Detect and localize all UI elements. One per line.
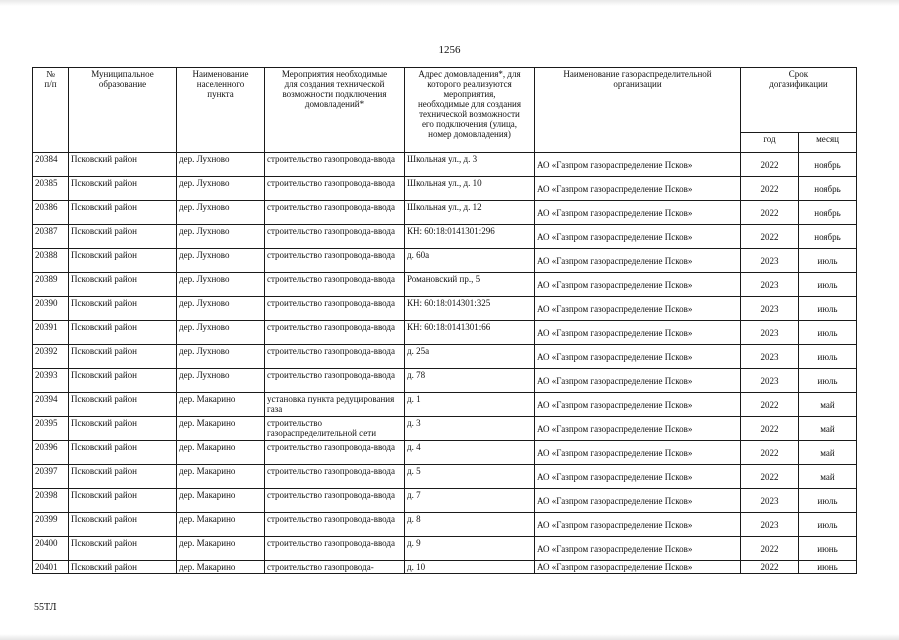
cell-measures: строительство газопровода-ввода — [265, 201, 405, 225]
cell-measures: строительство газопровода-ввода — [265, 465, 405, 489]
cell-organization: АО «Газпром газораспределение Псков» — [535, 201, 741, 225]
cell-year: 2022 — [741, 225, 799, 249]
table-body — [33, 153, 857, 574]
cell-municipality: Псковский район — [69, 345, 177, 369]
table-row — [33, 249, 857, 273]
cell-settlement: дер. Лухново — [177, 225, 265, 249]
cell-month: июль — [799, 297, 857, 321]
cell-organization: АО «Газпром газораспределение Псков» — [535, 561, 741, 574]
cell-month: июнь — [799, 537, 857, 561]
header-year: год — [741, 133, 799, 153]
cell-address: Школьная ул., д. 3 — [405, 153, 535, 177]
table-row — [33, 321, 857, 345]
cell-measures: строительство газопровода-ввода — [265, 297, 405, 321]
cell-month: июль — [799, 369, 857, 393]
cell-organization: АО «Газпром газораспределение Псков» — [535, 345, 741, 369]
cell-year: 2022 — [741, 393, 799, 417]
header-municipality — [69, 68, 177, 153]
header-measures-label: Мероприятия необходимые для создания технической возможности подключения домовладений* — [281, 69, 388, 109]
cell-address: д. 3 — [405, 417, 535, 441]
cell-num: 20394 — [33, 393, 69, 417]
cell-settlement: дер. Лухново — [177, 177, 265, 201]
cell-num: 20388 — [33, 249, 69, 273]
table-row — [33, 345, 857, 369]
cell-measures: строительство газопровода-ввода — [265, 273, 405, 297]
cell-address: КН: 60:18:014301:325 — [405, 297, 535, 321]
table-row — [33, 153, 857, 177]
table-row — [33, 489, 857, 513]
cell-measures: строительство газопровода-ввода — [265, 537, 405, 561]
cell-year: 2023 — [741, 297, 799, 321]
header-month: месяц — [799, 133, 857, 153]
table-row — [33, 441, 857, 465]
cell-municipality: Псковский район — [69, 561, 177, 574]
cell-organization: АО «Газпром газораспределение Псков» — [535, 489, 741, 513]
cell-year: 2023 — [741, 249, 799, 273]
cell-municipality: Псковский район — [69, 537, 177, 561]
scan-edge-top — [0, 0, 899, 6]
cell-num: 20396 — [33, 441, 69, 465]
cell-month: май — [799, 417, 857, 441]
cell-address: Школьная ул., д. 12 — [405, 201, 535, 225]
cell-month: май — [799, 441, 857, 465]
cell-municipality: Псковский район — [69, 153, 177, 177]
table-header — [33, 68, 857, 153]
header-settlement — [177, 68, 265, 153]
table-row — [33, 417, 857, 441]
cell-measures: строительство газораспределительной сети — [265, 417, 405, 441]
header-term — [741, 68, 857, 133]
cell-municipality: Псковский район — [69, 513, 177, 537]
cell-year: 2022 — [741, 537, 799, 561]
cell-month: июль — [799, 321, 857, 345]
cell-settlement: дер. Лухново — [177, 321, 265, 345]
table-row — [33, 537, 857, 561]
cell-settlement: дер. Лухново — [177, 369, 265, 393]
cell-municipality: Псковский район — [69, 441, 177, 465]
cell-organization: АО «Газпром газораспределение Псков» — [535, 393, 741, 417]
cell-month: май — [799, 393, 857, 417]
cell-year: 2023 — [741, 321, 799, 345]
cell-organization: АО «Газпром газораспределение Псков» — [535, 537, 741, 561]
header-organization-label: Наименование газораспределительной организации — [563, 69, 712, 89]
cell-month: июль — [799, 345, 857, 369]
cell-settlement: дер. Лухново — [177, 249, 265, 273]
cell-measures: строительство газопровода-ввода — [265, 225, 405, 249]
cell-settlement: дер. Макарино — [177, 417, 265, 441]
cell-num: 20385 — [33, 177, 69, 201]
footer-code: 55ТЛ — [34, 602, 57, 613]
table-row — [33, 225, 857, 249]
cell-num: 20399 — [33, 513, 69, 537]
cell-address: д. 4 — [405, 441, 535, 465]
table-row — [33, 177, 857, 201]
gasification-table — [32, 67, 857, 574]
cell-measures: строительство газопровода-ввода — [265, 345, 405, 369]
cell-municipality: Псковский район — [69, 177, 177, 201]
cell-measures: строительство газопровода-ввода — [265, 489, 405, 513]
cell-organization: АО «Газпром газораспределение Псков» — [535, 369, 741, 393]
cell-num: 20389 — [33, 273, 69, 297]
header-address-label: Адрес домовладения*, для которого реализуются мероприятия, необходимые для создания технической возможности его подключения (улица, номер домовладения) — [417, 69, 522, 139]
cell-address: д. 5 — [405, 465, 535, 489]
cell-num: 20390 — [33, 297, 69, 321]
cell-municipality: Псковский район — [69, 225, 177, 249]
cell-month: июль — [799, 249, 857, 273]
cell-address: КН: 60:18:0141301:66 — [405, 321, 535, 345]
gasification-table-container — [32, 67, 857, 574]
cell-address: д. 8 — [405, 513, 535, 537]
cell-measures: строительство газопровода-ввода — [265, 513, 405, 537]
cell-month: ноябрь — [799, 201, 857, 225]
cell-year: 2022 — [741, 441, 799, 465]
cell-address: д. 7 — [405, 489, 535, 513]
cell-settlement: дер. Макарино — [177, 465, 265, 489]
cell-measures: строительство газопровода-ввода — [265, 321, 405, 345]
cell-organization: АО «Газпром газораспределение Псков» — [535, 249, 741, 273]
table-row — [33, 513, 857, 537]
cell-measures: строительство газопровода- — [265, 561, 405, 574]
cell-organization: АО «Газпром газораспределение Псков» — [535, 153, 741, 177]
cell-year: 2023 — [741, 345, 799, 369]
cell-year: 2022 — [741, 153, 799, 177]
cell-year: 2022 — [741, 201, 799, 225]
cell-settlement: дер. Макарино — [177, 513, 265, 537]
cell-num: 20392 — [33, 345, 69, 369]
header-term-label: Срок догазификации — [769, 69, 828, 89]
cell-municipality: Псковский район — [69, 249, 177, 273]
header-measures — [265, 68, 405, 153]
cell-address: Романовский пр., 5 — [405, 273, 535, 297]
header-address — [405, 68, 535, 153]
cell-month: ноябрь — [799, 225, 857, 249]
cell-organization: АО «Газпром газораспределение Псков» — [535, 417, 741, 441]
cell-year: 2023 — [741, 489, 799, 513]
cell-address: д. 1 — [405, 393, 535, 417]
cell-settlement: дер. Макарино — [177, 393, 265, 417]
cell-settlement: дер. Лухново — [177, 201, 265, 225]
cell-municipality: Псковский район — [69, 465, 177, 489]
cell-settlement: дер. Макарино — [177, 537, 265, 561]
cell-address: Школьная ул., д. 10 — [405, 177, 535, 201]
cell-municipality: Псковский район — [69, 321, 177, 345]
table-row — [33, 561, 857, 574]
header-num-label: № п/п — [44, 69, 57, 89]
cell-municipality: Псковский район — [69, 201, 177, 225]
cell-organization: АО «Газпром газораспределение Псков» — [535, 465, 741, 489]
cell-address: д. 60а — [405, 249, 535, 273]
cell-municipality: Псковский район — [69, 369, 177, 393]
cell-num: 20401 — [33, 561, 69, 574]
cell-address: КН: 60:18:0141301:296 — [405, 225, 535, 249]
cell-measures: установка пункта редуцирования газа — [265, 393, 405, 417]
cell-measures: строительство газопровода-ввода — [265, 177, 405, 201]
cell-organization: АО «Газпром газораспределение Псков» — [535, 225, 741, 249]
cell-month: май — [799, 465, 857, 489]
cell-year: 2022 — [741, 561, 799, 574]
cell-year: 2022 — [741, 177, 799, 201]
cell-organization: АО «Газпром газораспределение Псков» — [535, 441, 741, 465]
cell-year: 2023 — [741, 273, 799, 297]
cell-month: июль — [799, 273, 857, 297]
cell-num: 20400 — [33, 537, 69, 561]
cell-organization: АО «Газпром газораспределение Псков» — [535, 273, 741, 297]
cell-num: 20386 — [33, 201, 69, 225]
table-row — [33, 201, 857, 225]
cell-measures: строительство газопровода-ввода — [265, 249, 405, 273]
cell-organization: АО «Газпром газораспределение Псков» — [535, 321, 741, 345]
table-row — [33, 393, 857, 417]
header-num — [33, 68, 69, 153]
cell-municipality: Псковский район — [69, 273, 177, 297]
cell-measures: строительство газопровода-ввода — [265, 369, 405, 393]
cell-settlement: дер. Лухново — [177, 345, 265, 369]
cell-settlement: дер. Макарино — [177, 561, 265, 574]
scan-edge-bottom — [0, 634, 899, 640]
cell-address: д. 78 — [405, 369, 535, 393]
cell-num: 20384 — [33, 153, 69, 177]
cell-settlement: дер. Лухново — [177, 273, 265, 297]
header-municipality-label: Муниципальное образование — [91, 69, 154, 89]
cell-month: июль — [799, 513, 857, 537]
cell-num: 20398 — [33, 489, 69, 513]
cell-organization: АО «Газпром газораспределение Псков» — [535, 297, 741, 321]
cell-month: июнь — [799, 561, 857, 574]
cell-num: 20395 — [33, 417, 69, 441]
cell-organization: АО «Газпром газораспределение Псков» — [535, 177, 741, 201]
cell-num: 20393 — [33, 369, 69, 393]
header-organization — [535, 68, 741, 153]
cell-municipality: Псковский район — [69, 393, 177, 417]
cell-address: д. 25а — [405, 345, 535, 369]
cell-settlement: дер. Лухново — [177, 153, 265, 177]
header-settlement-label: Наименование населенного пункта — [192, 69, 249, 99]
cell-num: 20391 — [33, 321, 69, 345]
cell-year: 2023 — [741, 513, 799, 537]
table-row — [33, 297, 857, 321]
cell-measures: строительство газопровода-ввода — [265, 441, 405, 465]
cell-year: 2022 — [741, 417, 799, 441]
cell-settlement: дер. Макарино — [177, 441, 265, 465]
cell-settlement: дер. Макарино — [177, 489, 265, 513]
cell-municipality: Псковский район — [69, 417, 177, 441]
cell-municipality: Псковский район — [69, 297, 177, 321]
table-row — [33, 465, 857, 489]
cell-year: 2023 — [741, 369, 799, 393]
cell-month: ноябрь — [799, 177, 857, 201]
cell-address: д. 9 — [405, 537, 535, 561]
table-row — [33, 273, 857, 297]
cell-num: 20397 — [33, 465, 69, 489]
cell-address: д. 10 — [405, 561, 535, 574]
table-row — [33, 369, 857, 393]
cell-municipality: Псковский район — [69, 489, 177, 513]
cell-num: 20387 — [33, 225, 69, 249]
cell-settlement: дер. Лухново — [177, 297, 265, 321]
cell-month: ноябрь — [799, 153, 857, 177]
cell-organization: АО «Газпром газораспределение Псков» — [535, 513, 741, 537]
cell-year: 2022 — [741, 465, 799, 489]
cell-measures: строительство газопровода-ввода — [265, 153, 405, 177]
cell-month: июль — [799, 489, 857, 513]
page-number: 1256 — [438, 44, 461, 56]
